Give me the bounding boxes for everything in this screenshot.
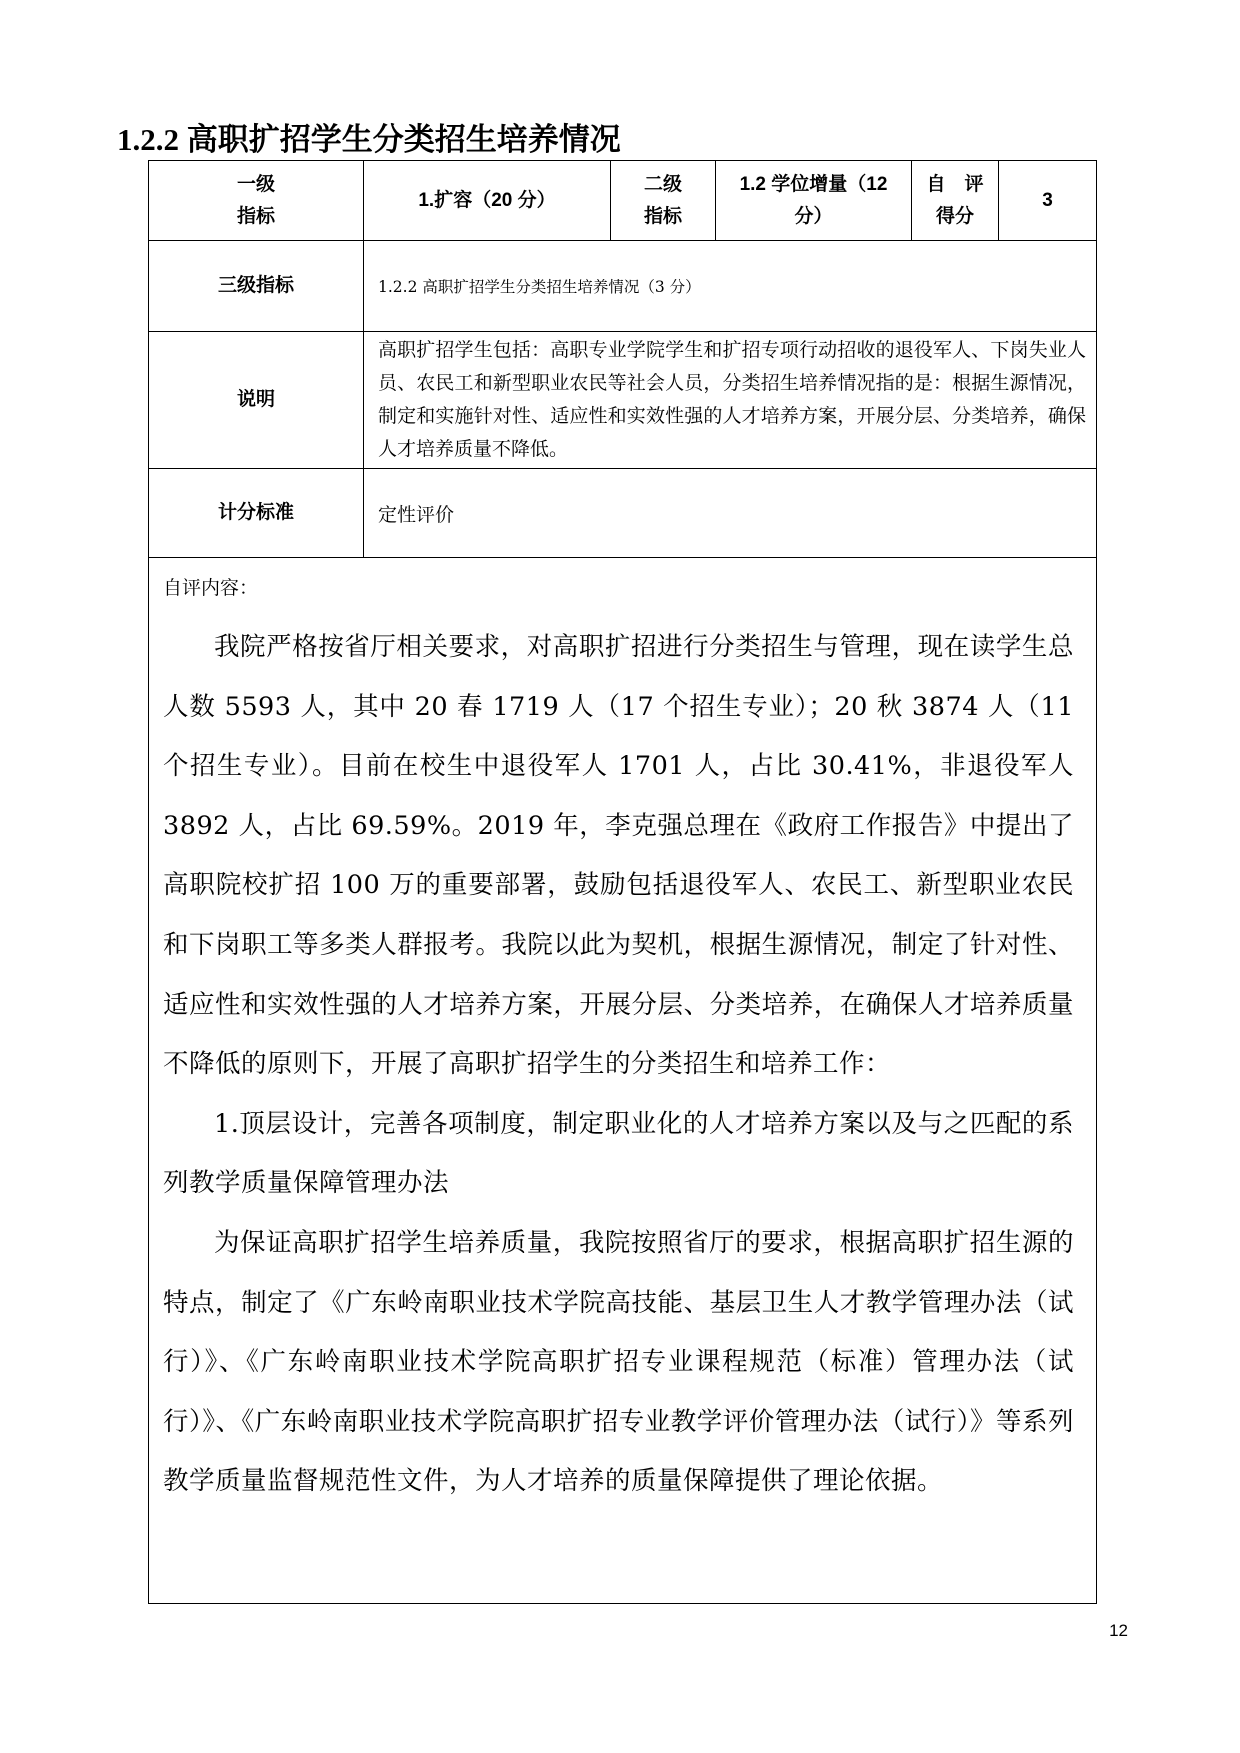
content-label: 自评内容： xyxy=(163,577,259,599)
criteria-label: 计分标准 xyxy=(149,469,364,558)
criteria-value: 定性评价 xyxy=(364,469,1097,558)
content-paragraph: 为保证高职扩招学生培养质量，我院按照省厅的要求，根据高职扩招生源的特点，制定了《广东岭南职业技术学院高技能、基层卫生人才教学管理办法（试行）》、《广东岭南职业技术学院高职扩招专业课程规范（标准）管理办法（试行）》、《广东岭南职业技术学院高职扩招专业教学评价管理办法（试行）》等系列教学质量监督规范性文件，为人才培养的质量保障提供了理论依据。 xyxy=(163,1227,1075,1497)
level1-value: 1.扩容（20 分） xyxy=(364,161,611,241)
description-text: 高职扩招学生包括：高职专业学院学生和扩招专项行动招收的退役军人、下岗失业人员、农民工和新型职业农民等社会人员，分类招生培养情况指的是：根据生源情况，制定和实施针对性、适应性和实效性强的人才培养方案，开展分层、分类培养，确保人才培养质量不降低。 xyxy=(364,332,1097,469)
self-eval-content xyxy=(149,558,1097,1604)
level2-label: 二级 指标 xyxy=(611,161,716,241)
level3-value: 1.2.2 高职扩招学生分类招生培养情况（3 分） xyxy=(364,241,1097,332)
level3-row xyxy=(149,241,1097,332)
section-heading: 1.2.2 高职扩招学生分类招生培养情况 xyxy=(117,122,621,157)
evaluation-table xyxy=(148,160,1097,1604)
criteria-row xyxy=(149,469,1097,558)
page-number: 12 xyxy=(1109,1621,1128,1640)
level2-value: 1.2 学位增量（12 分） xyxy=(716,161,912,241)
description-row xyxy=(149,332,1097,469)
content-row xyxy=(149,558,1097,1604)
content-paragraph: 1.顶层设计，完善各项制度，制定职业化的人才培养方案以及与之匹配的系列教学质量保障管理办法 xyxy=(163,1108,1074,1199)
content-paragraph: 我院严格按省厅相关要求，对高职扩招进行分类招生与管理，现在读学生总人数 5593 人，其中 20 春 1719 人（17 个招生专业）；20 秋 3874 人（11 个招生专业）。目前在校生中退役军人 1701 人，占比 30.41%，非退役军人 3892 人，占比 69.59%。2019 年，李克强总理在《政府工作报告》中提出了高职院校扩招 100 万的重要部署，鼓励包括退役军人、农民工、新型职业农民和下岗职工等多类人群报考。我院以此为契机，根据生源情况，制定了针对性、适应性和实效性强的人才培养方案，开展分层、分类培养，在确保人才培养质量不降低的原则下，开展了高职扩招学生的分类招生和培养工作： xyxy=(163,632,1074,1080)
self-eval-score: 3 xyxy=(999,161,1097,241)
level3-label: 三级指标 xyxy=(149,241,364,332)
level1-label: 一级 指标 xyxy=(149,161,364,241)
header-row xyxy=(149,161,1097,241)
self-eval-label: 自 评 得分 xyxy=(912,161,999,241)
description-label: 说明 xyxy=(149,332,364,469)
